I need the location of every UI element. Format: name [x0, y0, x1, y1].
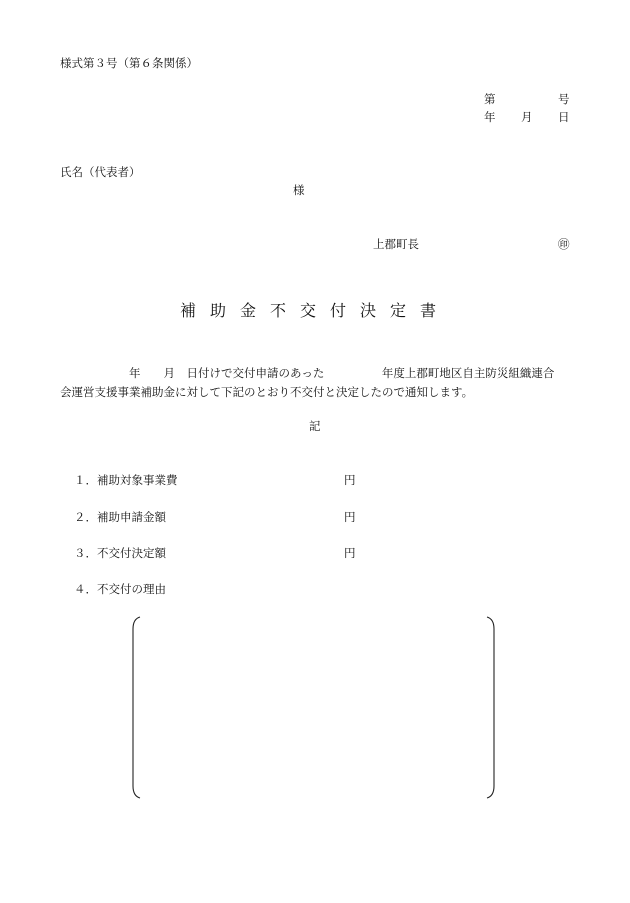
document-title: 補助金不交付決定書	[179, 301, 450, 320]
addressee-name-label: 氏名（代表者）	[60, 165, 141, 179]
right-bracket	[487, 617, 494, 798]
item-4-label: 不交付の理由	[97, 582, 166, 596]
item-3-unit: 円	[344, 546, 356, 560]
issuer-title: 上郡町長	[373, 237, 419, 251]
item-1-number: １．	[74, 473, 97, 487]
item-1-unit: 円	[344, 473, 356, 487]
left-bracket	[133, 617, 140, 798]
doc-number-prefix: 第	[484, 92, 496, 106]
document-body-line-2: 会運営支援事業補助金に対して下記のとおり不交付と決定したので通知します。	[60, 385, 474, 399]
seal-mark: ㊞	[558, 237, 570, 251]
item-2-label: 補助申請金額	[97, 510, 166, 524]
date-day-label: 日	[558, 110, 570, 124]
item-3-label: 不交付決定額	[97, 546, 166, 560]
item-2-unit: 円	[344, 510, 356, 524]
document-body-line-1: 年 月 日付けで交付申請のあった 年度上郡町地区自主防災組織連合	[60, 366, 555, 380]
form-number: 様式第３号（第６条関係）	[60, 56, 198, 70]
addressee-honorific: 様	[293, 183, 305, 197]
item-4-number: ４．	[74, 582, 97, 596]
doc-number-suffix: 号	[558, 92, 570, 106]
ki-label: 記	[309, 419, 321, 433]
item-3-number: ３．	[74, 546, 97, 560]
item-1-label: 補助対象事業費	[97, 473, 178, 487]
item-2-number: ２．	[74, 510, 97, 524]
document-body	[60, 364, 580, 402]
date-month-label: 月	[521, 110, 533, 124]
reason-bracket-box	[131, 615, 496, 800]
date-year-label: 年	[484, 110, 496, 124]
